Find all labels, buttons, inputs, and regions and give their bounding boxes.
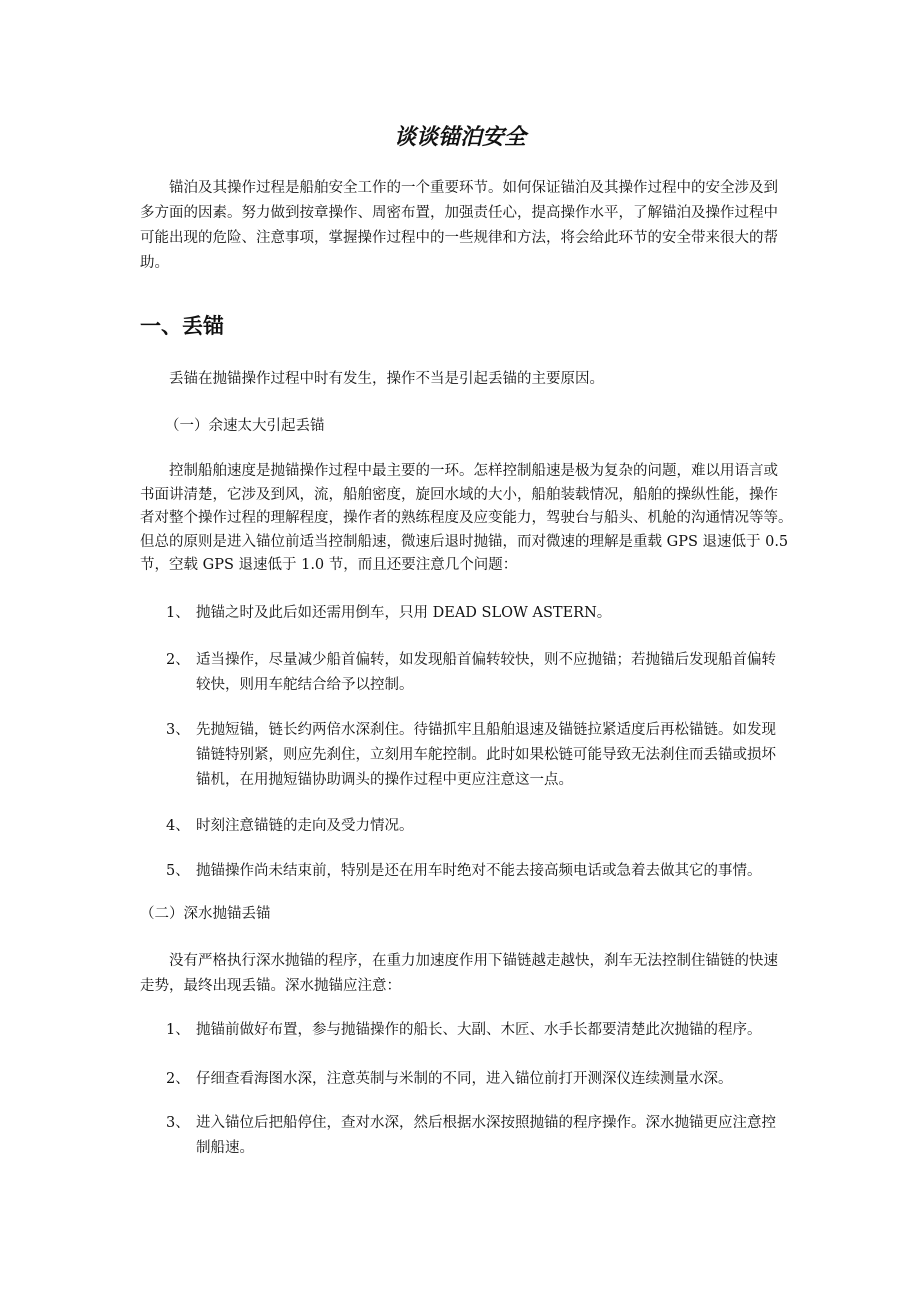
document-title: 谈谈锚泊安全 [393, 124, 526, 150]
item-number: 2、 [166, 652, 190, 668]
text-line: 节，空载 GPS 退速低于 1.0 节，而且还要注意几个问题： [140, 557, 518, 573]
list-item [166, 1067, 786, 1092]
text-line: 锚泊及其操作过程是船舶安全工作的一个重要环节。如何保证锚泊及其操作过程中的安全涉及到 [169, 180, 778, 196]
text-line: 没有严格执行深水抛锚的程序，在重力加速度作用下锚链越走越快，刹车无法控制住锚链的快速 [169, 953, 778, 969]
section-lead: 丢锚在抛锚操作过程中时有发生，操作不当是引起丢锚的主要原因。 [169, 371, 604, 387]
item-number: 4、 [166, 818, 190, 834]
text-line: 抛锚之时及此后如还需用倒车，只用 DEAD SLOW ASTERN。 [196, 605, 612, 621]
item-number: 3、 [166, 722, 190, 738]
text-line: 多方面的因素。努力做到按章操作、周密布置，加强责任心，提高操作水平，了解锚泊及操作过程中 [140, 205, 778, 221]
text-line: 者对整个操作过程的理解程度，操作者的熟练程度及应变能力，驾驶台与船头、机舱的沟通情况等等。 [140, 510, 793, 526]
text-line: 先抛短锚，链长约两倍水深刹住。待锚抓牢且船舶退速及锚链拉紧适度后再松锚链。如发现 [196, 722, 776, 738]
subsection-heading: （一）余速太大引起丢锚 [165, 418, 325, 434]
subsection-heading: （二）深水抛锚丢锚 [140, 906, 271, 922]
text-line: 走势，最终出现丢锚。深水抛锚应注意： [140, 978, 401, 994]
item-number: 3、 [166, 1115, 190, 1131]
text-line: 时刻注意锚链的走向及受力情况。 [196, 818, 414, 834]
paragraph [140, 949, 785, 999]
text-line: 但总的原则是进入锚位前适当控制船速，微速后退时抛锚，而对微速的理解是重载 GPS 退速低于 0.5 [140, 533, 789, 550]
list-item [166, 601, 786, 626]
intro-paragraph [140, 176, 785, 276]
text-line: 控制船舶速度是抛锚操作过程中最主要的一环。怎样控制船速是极为复杂的问题，难以用语言或 [169, 463, 778, 479]
text-line: 助。 [140, 255, 169, 271]
text-line: 锚机，在用抛短锚协助调头的操作过程中更应注意这一点。 [196, 772, 573, 788]
list-item [166, 718, 786, 793]
text-line: 抛锚操作尚未结束前，特别是还在用车时绝对不能去接高频电话或急着去做其它的事情。 [196, 863, 762, 879]
text-line: 书面讲清楚，它涉及到风，流，船舶密度，旋回水域的大小，船舶装载情况，船舶的操纵性能，操作 [140, 486, 778, 503]
paragraph [140, 460, 793, 578]
text-line: 适当操作，尽量减少船首偏转，如发现船首偏转较快，则不应抛锚；若抛锚后发现船首偏转 [196, 652, 776, 668]
text-line: 抛锚前做好布置，参与抛锚操作的船长、大副、木匠、水手长都要清楚此次抛锚的程序。 [196, 1022, 762, 1038]
text-line: 进入锚位后把船停住，查对水深，然后根据水深按照抛锚的程序操作。深水抛锚更应注意控 [196, 1115, 776, 1131]
list-item [166, 648, 786, 698]
text-line: 可能出现的危险、注意事项，掌握操作过程中的一些规律和方法，将会给此环节的安全带来很大的帮 [140, 230, 778, 246]
text-line: 锚链特别紧，则应先刹住，立刻用车舵控制。此时如果松链可能导致无法刹住而丢锚或损坏 [196, 747, 776, 763]
list-item [166, 859, 786, 884]
item-number: 2、 [166, 1071, 190, 1087]
text-line: 仔细查看海图水深，注意英制与米制的不同，进入锚位前打开测深仪连续测量水深。 [196, 1071, 733, 1087]
item-number: 1、 [166, 1022, 190, 1038]
list-item [166, 1018, 786, 1043]
item-number: 5、 [166, 863, 190, 879]
text-line: 较快，则用车舵结合给予以控制。 [196, 677, 414, 693]
section-heading: 一、丢锚 [140, 314, 224, 338]
item-number: 1、 [166, 605, 190, 621]
list-item [166, 1111, 786, 1161]
list-item [166, 814, 786, 839]
text-line: 制船速。 [196, 1140, 254, 1156]
